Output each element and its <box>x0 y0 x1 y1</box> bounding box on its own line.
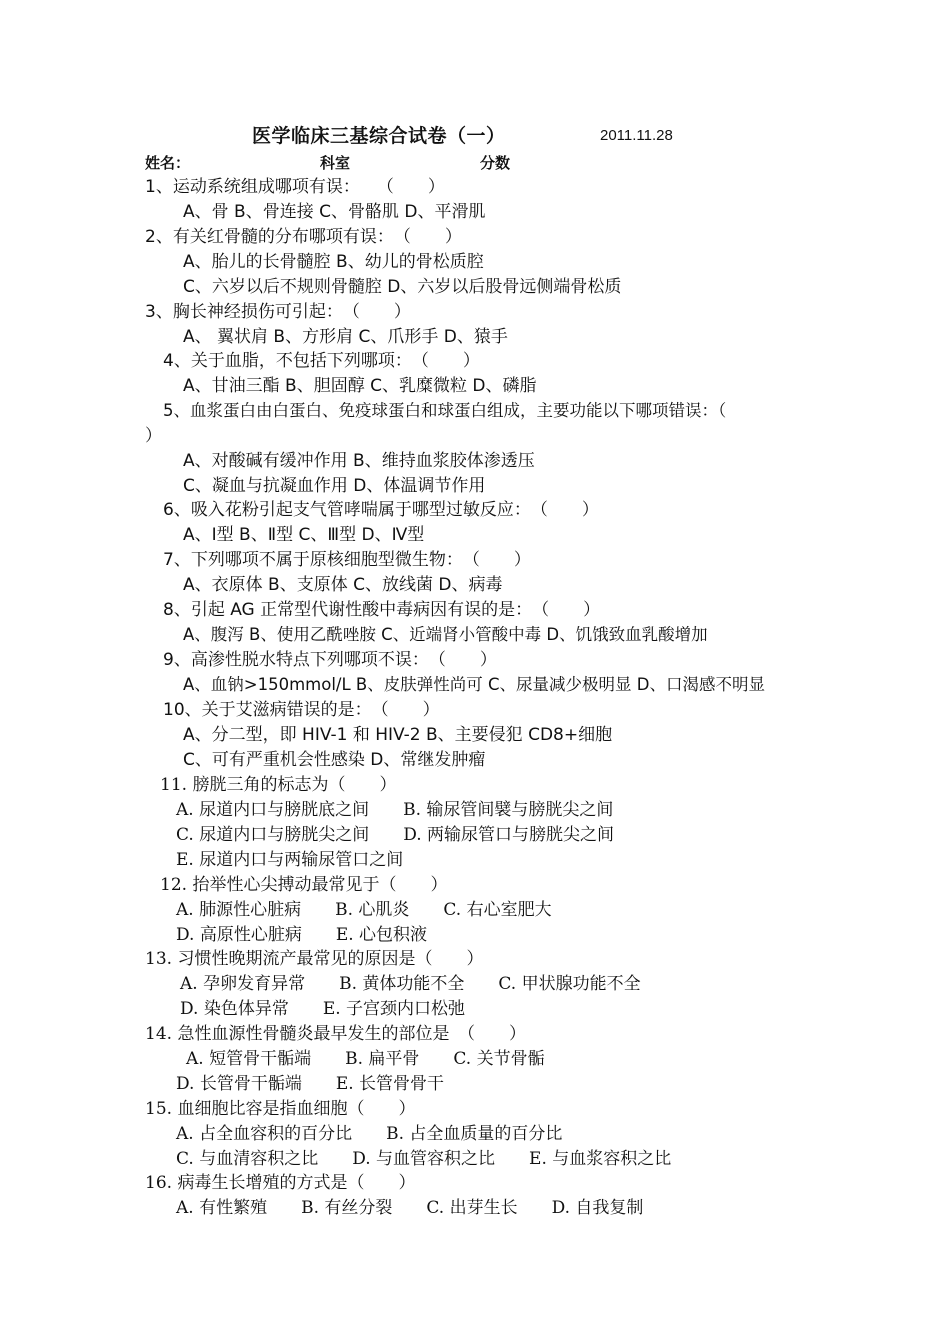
question-2: 2、有关红骨髓的分布哪项有误： （ ） <box>145 227 462 247</box>
options-14b: D. 长管骨干骺端 E. 长管骨骨干 <box>176 1074 445 1094</box>
options-5a: A、对酸碱有缓冲作用 B、维持血浆胶体渗透压 <box>183 451 535 471</box>
question-13: 13. 习惯性晚期流产最常见的原因是（ ） <box>145 949 484 969</box>
exam-title: 医学临床三基综合试卷（一） <box>252 125 506 147</box>
options-6: A、Ⅰ型 B、Ⅱ型 C、Ⅲ型 D、Ⅳ型 <box>183 525 425 545</box>
question-5-cont: ） <box>145 426 162 446</box>
options-10b: C、可有严重机会性感染 D、常继发肿瘤 <box>183 750 486 770</box>
question-7: 7、下列哪项不属于原核细胞型微生物： （ ） <box>163 550 531 570</box>
options-3: A、 翼状肩 B、方形肩 C、爪形手 D、猿手 <box>183 327 508 347</box>
options-10a: A、分二型，即 HIV-1 和 HIV-2 B、主要侵犯 CD8+细胞 <box>183 725 613 745</box>
question-11: 11. 膀胱三角的标志为（ ） <box>160 775 397 795</box>
options-4: A、甘油三酯 B、胆固醇 C、乳糜微粒 D、磷脂 <box>183 376 537 396</box>
options-9: A、血钠>150mmol/L B、皮肤弹性尚可 C、尿量减少极明显 D、口渴感不明显 <box>183 675 765 694</box>
score-label: 分数 <box>480 154 511 172</box>
options-13a: A. 孕卵发育异常 B. 黄体功能不全 C. 甲状腺功能不全 <box>180 974 641 994</box>
question-5: 5、血浆蛋白由白蛋白、免疫球蛋白和球蛋白组成，主要功能以下哪项错误：（ <box>163 401 727 420</box>
question-12: 12. 抬举性心尖搏动最常见于（ ） <box>160 875 448 895</box>
name-label: 姓名： <box>145 154 191 172</box>
question-6: 6、吸入花粉引起支气管哮喘属于哪型过敏反应： （ ） <box>163 500 599 520</box>
department-label: 科室 <box>320 154 351 172</box>
options-14a: A. 短管骨干骺端 B. 扁平骨 C. 关节骨骺 <box>186 1049 545 1069</box>
question-14: 14. 急性血源性骨髓炎最早发生的部位是 （ ） <box>145 1024 526 1044</box>
options-12b: D. 高原性心脏病 E. 心包积液 <box>176 925 428 945</box>
options-15a: A. 占全血容积的百分比 B. 占全血质量的百分比 <box>176 1124 563 1144</box>
question-16: 16. 病毒生长增殖的方式是（ ） <box>145 1173 416 1193</box>
options-8: A、腹泻 B、使用乙酰唑胺 C、近端肾小管酸中毒 D、饥饿致血乳酸增加 <box>183 625 708 644</box>
question-4: 4、关于血脂，不包括下列哪项： （ ） <box>163 351 480 371</box>
options-12a: A. 肺源性心脏病 B. 心肌炎 C. 右心室肥大 <box>176 900 552 920</box>
options-1: A、骨 B、骨连接 C、骨骼肌 D、平滑肌 <box>183 202 486 222</box>
options-7: A、衣原体 B、支原体 C、放线菌 D、病毒 <box>183 575 503 595</box>
options-15b: C. 与血清容积之比 D. 与血管容积之比 E. 与血浆容积之比 <box>176 1149 672 1169</box>
options-2b: C、六岁以后不规则骨髓腔 D、六岁以后股骨远侧端骨松质 <box>183 277 622 297</box>
question-15: 15. 血细胞比容是指血细胞（ ） <box>145 1099 416 1119</box>
exam-date: 2011.11.28 <box>600 127 673 144</box>
question-9: 9、高渗性脱水特点下列哪项不误： （ ） <box>163 650 497 670</box>
question-3: 3、胸长神经损伤可引起： （ ） <box>145 302 411 322</box>
question-1: 1、运动系统组成哪项有误： （ ） <box>145 177 445 197</box>
options-11b: C. 尿道内口与膀胱尖之间 D. 两输尿管口与膀胱尖之间 <box>176 825 615 845</box>
options-2a: A、胎儿的长骨髓腔 B、幼儿的骨松质腔 <box>183 252 484 272</box>
options-11c: E. 尿道内口与两输尿管口之间 <box>176 850 404 870</box>
options-16: A. 有性繁殖 B. 有丝分裂 C. 出芽生长 D. 自我复制 <box>176 1198 644 1218</box>
options-13b: D. 染色体异常 E. 子宫颈内口松弛 <box>180 999 466 1019</box>
question-10: 10、关于艾滋病错误的是： （ ） <box>163 700 440 720</box>
question-8: 8、引起 AG 正常型代谢性酸中毒病因有误的是： （ ） <box>163 600 601 620</box>
options-11a: A. 尿道内口与膀胱底之间 B. 输尿管间襞与膀胱尖之间 <box>176 800 614 820</box>
options-5b: C、凝血与抗凝血作用 D、体温调节作用 <box>183 476 486 496</box>
